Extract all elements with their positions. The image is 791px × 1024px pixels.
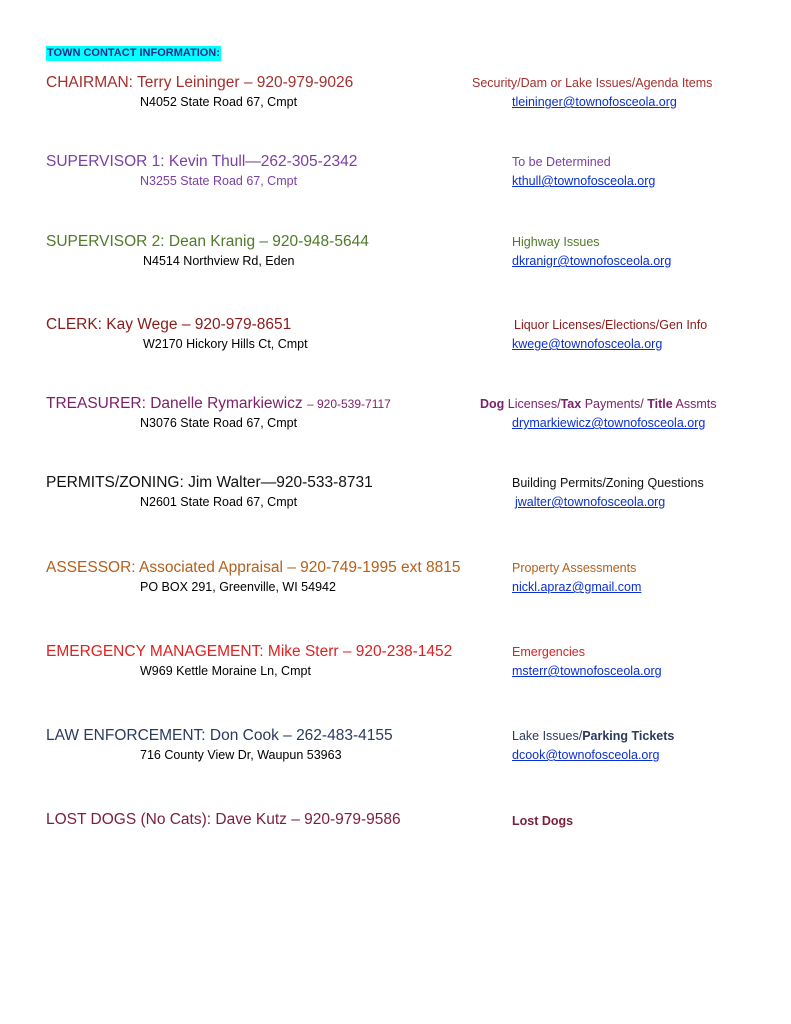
supervisor1-email-link[interactable]: kthull@townofosceola.org — [512, 174, 656, 188]
assessor-title: ASSESSOR: Associated Appraisal – 920-749-1995 ext 8815 — [46, 559, 461, 576]
emergency-duties: Emergencies — [512, 645, 585, 659]
law-address: 716 County View Dr, Waupun 53963 — [140, 748, 342, 762]
permits-email-link[interactable]: jwalter@townofosceola.org — [515, 495, 666, 509]
lostdogs-duties: Lost Dogs — [512, 814, 574, 828]
treasurer-title — [46, 394, 391, 414]
clerk-email-link[interactable]: kwege@townofosceola.org — [512, 337, 663, 351]
law-duties-lake: Lake Issues/ — [512, 729, 583, 743]
contact-chairman — [0, 73, 791, 121]
contact-treasurer — [0, 394, 791, 442]
treasurer-duties-assmts: Assmts — [672, 397, 717, 411]
supervisor2-duties: Highway Issues — [512, 235, 600, 249]
law-duties-parking: Parking Tickets — [582, 729, 675, 743]
contact-emergency-management — [0, 642, 791, 690]
supervisor2-title: SUPERVISOR 2: Dean Kranig – 920-948-5644 — [46, 233, 369, 250]
emergency-email-link[interactable]: msterr@townofosceola.org — [512, 664, 662, 678]
supervisor1-title: SUPERVISOR 1: Kevin Thull—262-305-2342 — [46, 153, 358, 170]
law-duties — [512, 728, 674, 744]
treasurer-duties-dog: Dog — [480, 397, 505, 411]
lostdogs-title: LOST DOGS (No Cats): Dave Kutz – 920-979-9586 — [46, 811, 401, 828]
emergency-title: EMERGENCY MANAGEMENT: Mike Sterr – 920-238-1452 — [46, 643, 453, 660]
treasurer-address: N3076 State Road 67, Cmpt — [140, 416, 298, 430]
treasurer-name: TREASURER: Danelle Rymarkiewicz — [46, 395, 303, 412]
treasurer-duties — [480, 396, 716, 412]
treasurer-duties-payments: Payments/ — [581, 397, 648, 411]
treasurer-duties-title: Title — [647, 397, 673, 411]
clerk-duties: Liquor Licenses/Elections/Gen Info — [514, 318, 708, 332]
supervisor2-address: N4514 Northview Rd, Eden — [143, 254, 295, 268]
contact-permits-zoning — [0, 473, 791, 521]
contact-law-enforcement — [0, 726, 791, 774]
permits-title: PERMITS/ZONING: Jim Walter—920-533-8731 — [46, 474, 373, 491]
permits-address: N2601 State Road 67, Cmpt — [140, 495, 298, 509]
treasurer-phone: – 920-539-7117 — [306, 397, 391, 411]
law-email-link[interactable]: dcook@townofosceola.org — [512, 748, 660, 762]
assessor-address: PO BOX 291, Greenville, WI 54942 — [140, 580, 336, 594]
chairman-address: N4052 State Road 67, Cmpt — [140, 95, 298, 109]
assessor-duties: Property Assessments — [512, 561, 637, 575]
permits-duties: Building Permits/Zoning Questions — [512, 476, 704, 490]
treasurer-email-link[interactable]: drymarkiewicz@townofosceola.org — [512, 416, 706, 430]
supervisor1-duties: To be Determined — [512, 155, 611, 169]
supervisor1-address: N3255 State Road 67, Cmpt — [140, 174, 298, 188]
contact-assessor — [0, 558, 791, 606]
assessor-email-link[interactable]: nickl.apraz@gmail.com — [512, 580, 642, 594]
chairman-title: CHAIRMAN: Terry Leininger – 920-979-9026 — [46, 74, 354, 91]
emergency-address: W969 Kettle Moraine Ln, Cmpt — [140, 664, 311, 678]
law-title: LAW ENFORCEMENT: Don Cook – 262-483-4155 — [46, 727, 393, 744]
chairman-email-link[interactable]: tleininger@townofosceola.org — [512, 95, 677, 109]
contact-lost-dogs — [0, 810, 791, 858]
chairman-duties: Security/Dam or Lake Issues/Agenda Items — [472, 76, 713, 90]
treasurer-duties-tax: Tax — [560, 397, 582, 411]
treasurer-duties-licenses: Licenses/ — [504, 397, 561, 411]
contact-supervisor-1 — [0, 152, 791, 200]
clerk-title: CLERK: Kay Wege – 920-979-8651 — [46, 316, 292, 333]
clerk-address: W2170 Hickory Hills Ct, Cmpt — [143, 337, 308, 351]
supervisor2-email-link[interactable]: dkranigr@townofosceola.org — [512, 254, 672, 268]
page-heading: TOWN CONTACT INFORMATION: — [47, 47, 220, 59]
contact-supervisor-2 — [0, 232, 791, 280]
contact-clerk — [0, 315, 791, 363]
